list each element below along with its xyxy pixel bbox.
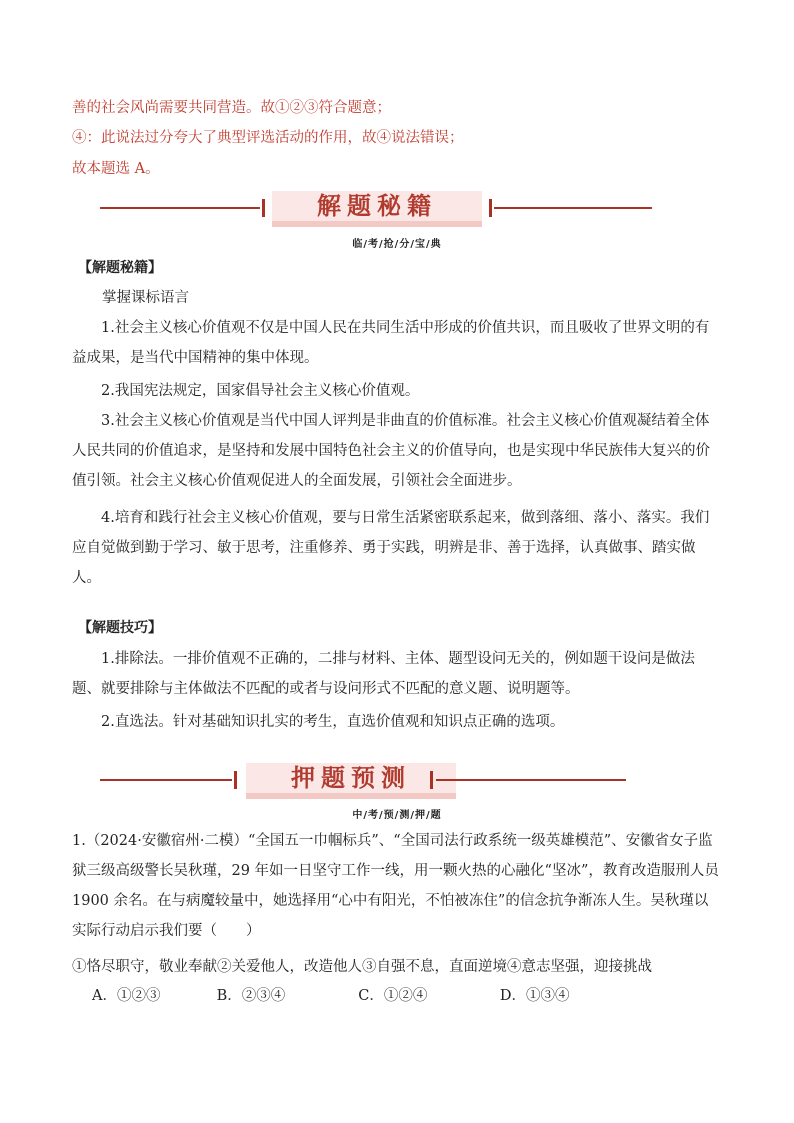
tips-paragraph-3: 3.社会主义核心价值观是当代中国人评判是非曲直的价值标准。社会主义核心价值观凝结着全体人民共同的价值追求，是坚持和发展中国特色社会主义的价值导向，也是实现中华民族伟大复兴的价值引领。社会主义核心价值观促进人的全面发展，引领社会全面进步。 — [72, 413, 710, 489]
question-stem: 1.（2024·安徽宿州·二模）“全国五一巾帼标兵”、“全国司法行政系统一级英雄模范”、安徽省女子监狱三级高级警长吴秋瑾，29 年如一日坚守工作一线，用一颗火热的心融化“坚冰”，教育改造服刑人员 1900 余名。在与病魔较量中，她选择用“心中有阳光，不怕被冻住”的信念抗争渐冻人生。吴秋瑾以实际行动启示我们要（ ） — [72, 833, 719, 939]
skills-heading: 【解题技巧】 — [78, 620, 162, 636]
section-banner-tips — [100, 193, 660, 233]
tips-paragraph-4: 4.培育和践行社会主义核心价值观，要与日常生活紧密联系起来，做到落细、落小、落实。我们应自觉做到勤于学习、敏于思考，注重修养、勇于实践，明辨是非、善于选择，认真做事、踏实做人。 — [72, 510, 710, 586]
section-banner-subtitle: 中/考/预/测/押/题 — [352, 810, 442, 821]
answer-line-1: 善的社会风尚需要共同营造。故①②③符合题意； — [72, 100, 391, 116]
question-statements: ①恪尽职守，敬业奉献②关爱他人，改造他人③自强不息，直面逆境④意志坚强，迎接挑战 — [72, 959, 652, 975]
answer-line-3: 故本题选 A。 — [72, 161, 160, 177]
section-banner-prediction — [100, 765, 660, 805]
section-banner-subtitle: 临/考/抢/分/宝/典 — [352, 239, 442, 250]
tips-intro: 掌握课标语言 — [102, 290, 189, 306]
option-a[interactable]: A．①②③ — [92, 988, 161, 1004]
option-b[interactable]: B．②③④ — [216, 988, 286, 1004]
answer-line-2: ④：此说法过分夸大了典型评选活动的作用，故④说法错误； — [72, 130, 464, 146]
tips-heading: 【解题秘籍】 — [78, 260, 162, 276]
skills-paragraph-1: 1.排除法。一排价值观不正确的，二排与材料、主体、题型设问无关的，例如题干设问是做法题、就要排除与主体做法不匹配的或者与设问形式不匹配的意义题、说明题等。 — [72, 651, 695, 697]
option-c[interactable]: C．①②④ — [358, 988, 428, 1004]
option-d[interactable]: D．①③④ — [499, 988, 570, 1004]
skills-paragraph-2: 2.直选法。针对基础知识扎实的考生，直选价值观和知识点正确的选项。 — [101, 714, 565, 730]
section-banner-title: 解题秘籍 — [272, 191, 482, 223]
section-banner-title: 押题预测 — [246, 763, 456, 795]
tips-paragraph-2: 2.我国宪法规定，国家倡导社会主义核心价值观。 — [101, 383, 420, 399]
question-options — [92, 984, 600, 1008]
tips-paragraph-1: 1.社会主义核心价值观不仅是中国人民在共同生活中形成的价值共识，而且吸收了世界文明的有益成果，是当代中国精神的集中体现。 — [72, 320, 710, 366]
